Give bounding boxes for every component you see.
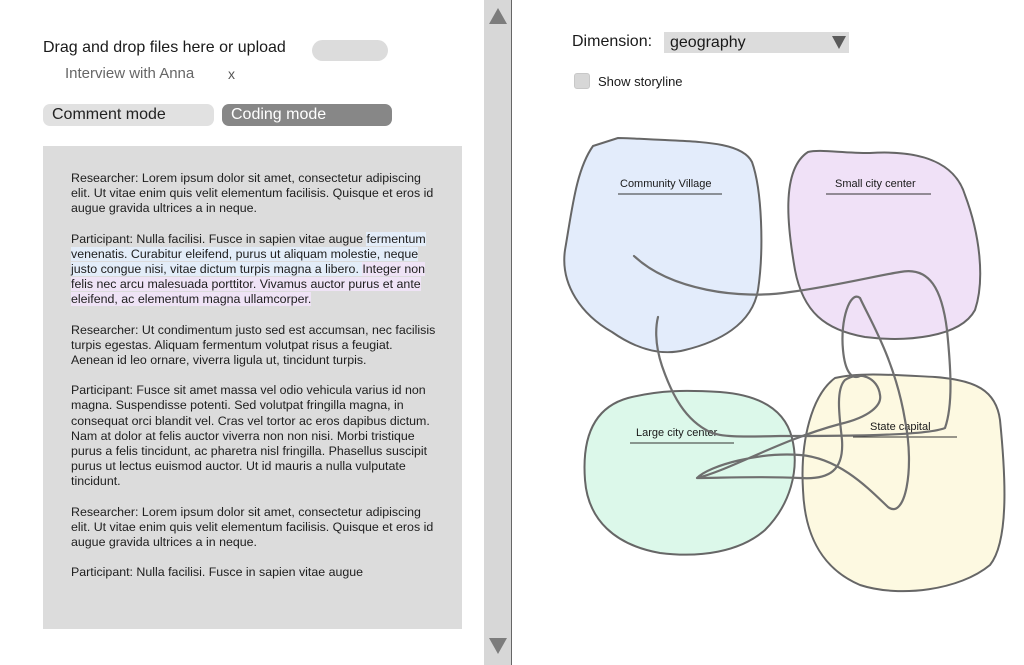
comment-mode-button[interactable]: Comment mode xyxy=(43,104,214,126)
uploaded-file-name: Interview with Anna xyxy=(65,65,195,82)
region-community-village[interactable] xyxy=(564,138,761,352)
upload-instruction: Drag and drop files here or upload xyxy=(43,39,286,56)
transcript-text: Participant: Nulla facilisi. Fusce in sapien vitae augue xyxy=(71,231,367,246)
coded-highlight-community-village[interactable]: fermentum venenatis. Curabitur eleifend, purus ut aliquam molestie, neque justo congue nisi, vitae dictum turpis magna a libero. xyxy=(71,231,426,277)
show-storyline-label: Show storyline xyxy=(598,74,683,89)
dimension-label: Dimension: xyxy=(572,33,653,50)
transcript-paragraph: Researcher: Ut condimentum justo sed est accumsan, nec facilisis turpis egestas. Aliquam fermentum volutpat risus a feugiat. Aenean id leo ornare, viverra ligula ut, tincidunt turpis. xyxy=(71,322,436,368)
remove-file-button[interactable]: x xyxy=(228,66,235,82)
transcript-paragraph: Participant: Fusce sit amet massa vel odio vehicula varius id non magna. Suspendisse potenti. Sed volutpat fringilla magna, in consequat orci blandit vel. Cras vel tortor ac eros dapibus dictum. Nam at dolor at felis auctor viverra non non nisi. Morbi tristique purus a felis tincidunt, ac pharetra nisl fringilla. Phasellus suscipit purus ut lectus euismod auctor. Ut id mauris a nulla vulputate tincidunt. xyxy=(71,383,430,489)
coding-mode-button[interactable]: Coding mode xyxy=(222,104,392,126)
transcript-paragraph: Participant: Nulla facilisi. Fusce in sapien vitae augue xyxy=(71,565,364,580)
region-label-state-capital: State capital xyxy=(870,421,931,433)
transcript-paragraph: Researcher: Lorem ipsum dolor sit amet, consectetur adipiscing elit. Ut vitae enim quis velit elementum facilisis. Quisque et eros id augue gravida ultrices a in neque. xyxy=(71,171,434,216)
region-label-small-city-center: Small city center xyxy=(835,178,916,190)
region-label-large-city-center: Large city center xyxy=(636,427,718,439)
coded-highlight-small-city-center[interactable]: Integer non felis nec arcu malesuada porttitor. Vivamus auctor purus et ante eleifend, ac elementum magna ullamcorper. xyxy=(71,262,426,307)
region-label-community-village: Community Village xyxy=(620,178,712,190)
transcript-paragraph: Researcher: Lorem ipsum dolor sit amet, consectetur adipiscing elit. Ut vitae enim quis velit elementum facilisis. Quisque et eros id augue gravida ultrices a in neque. xyxy=(71,504,434,550)
dimension-selected-value: geography xyxy=(670,34,746,51)
